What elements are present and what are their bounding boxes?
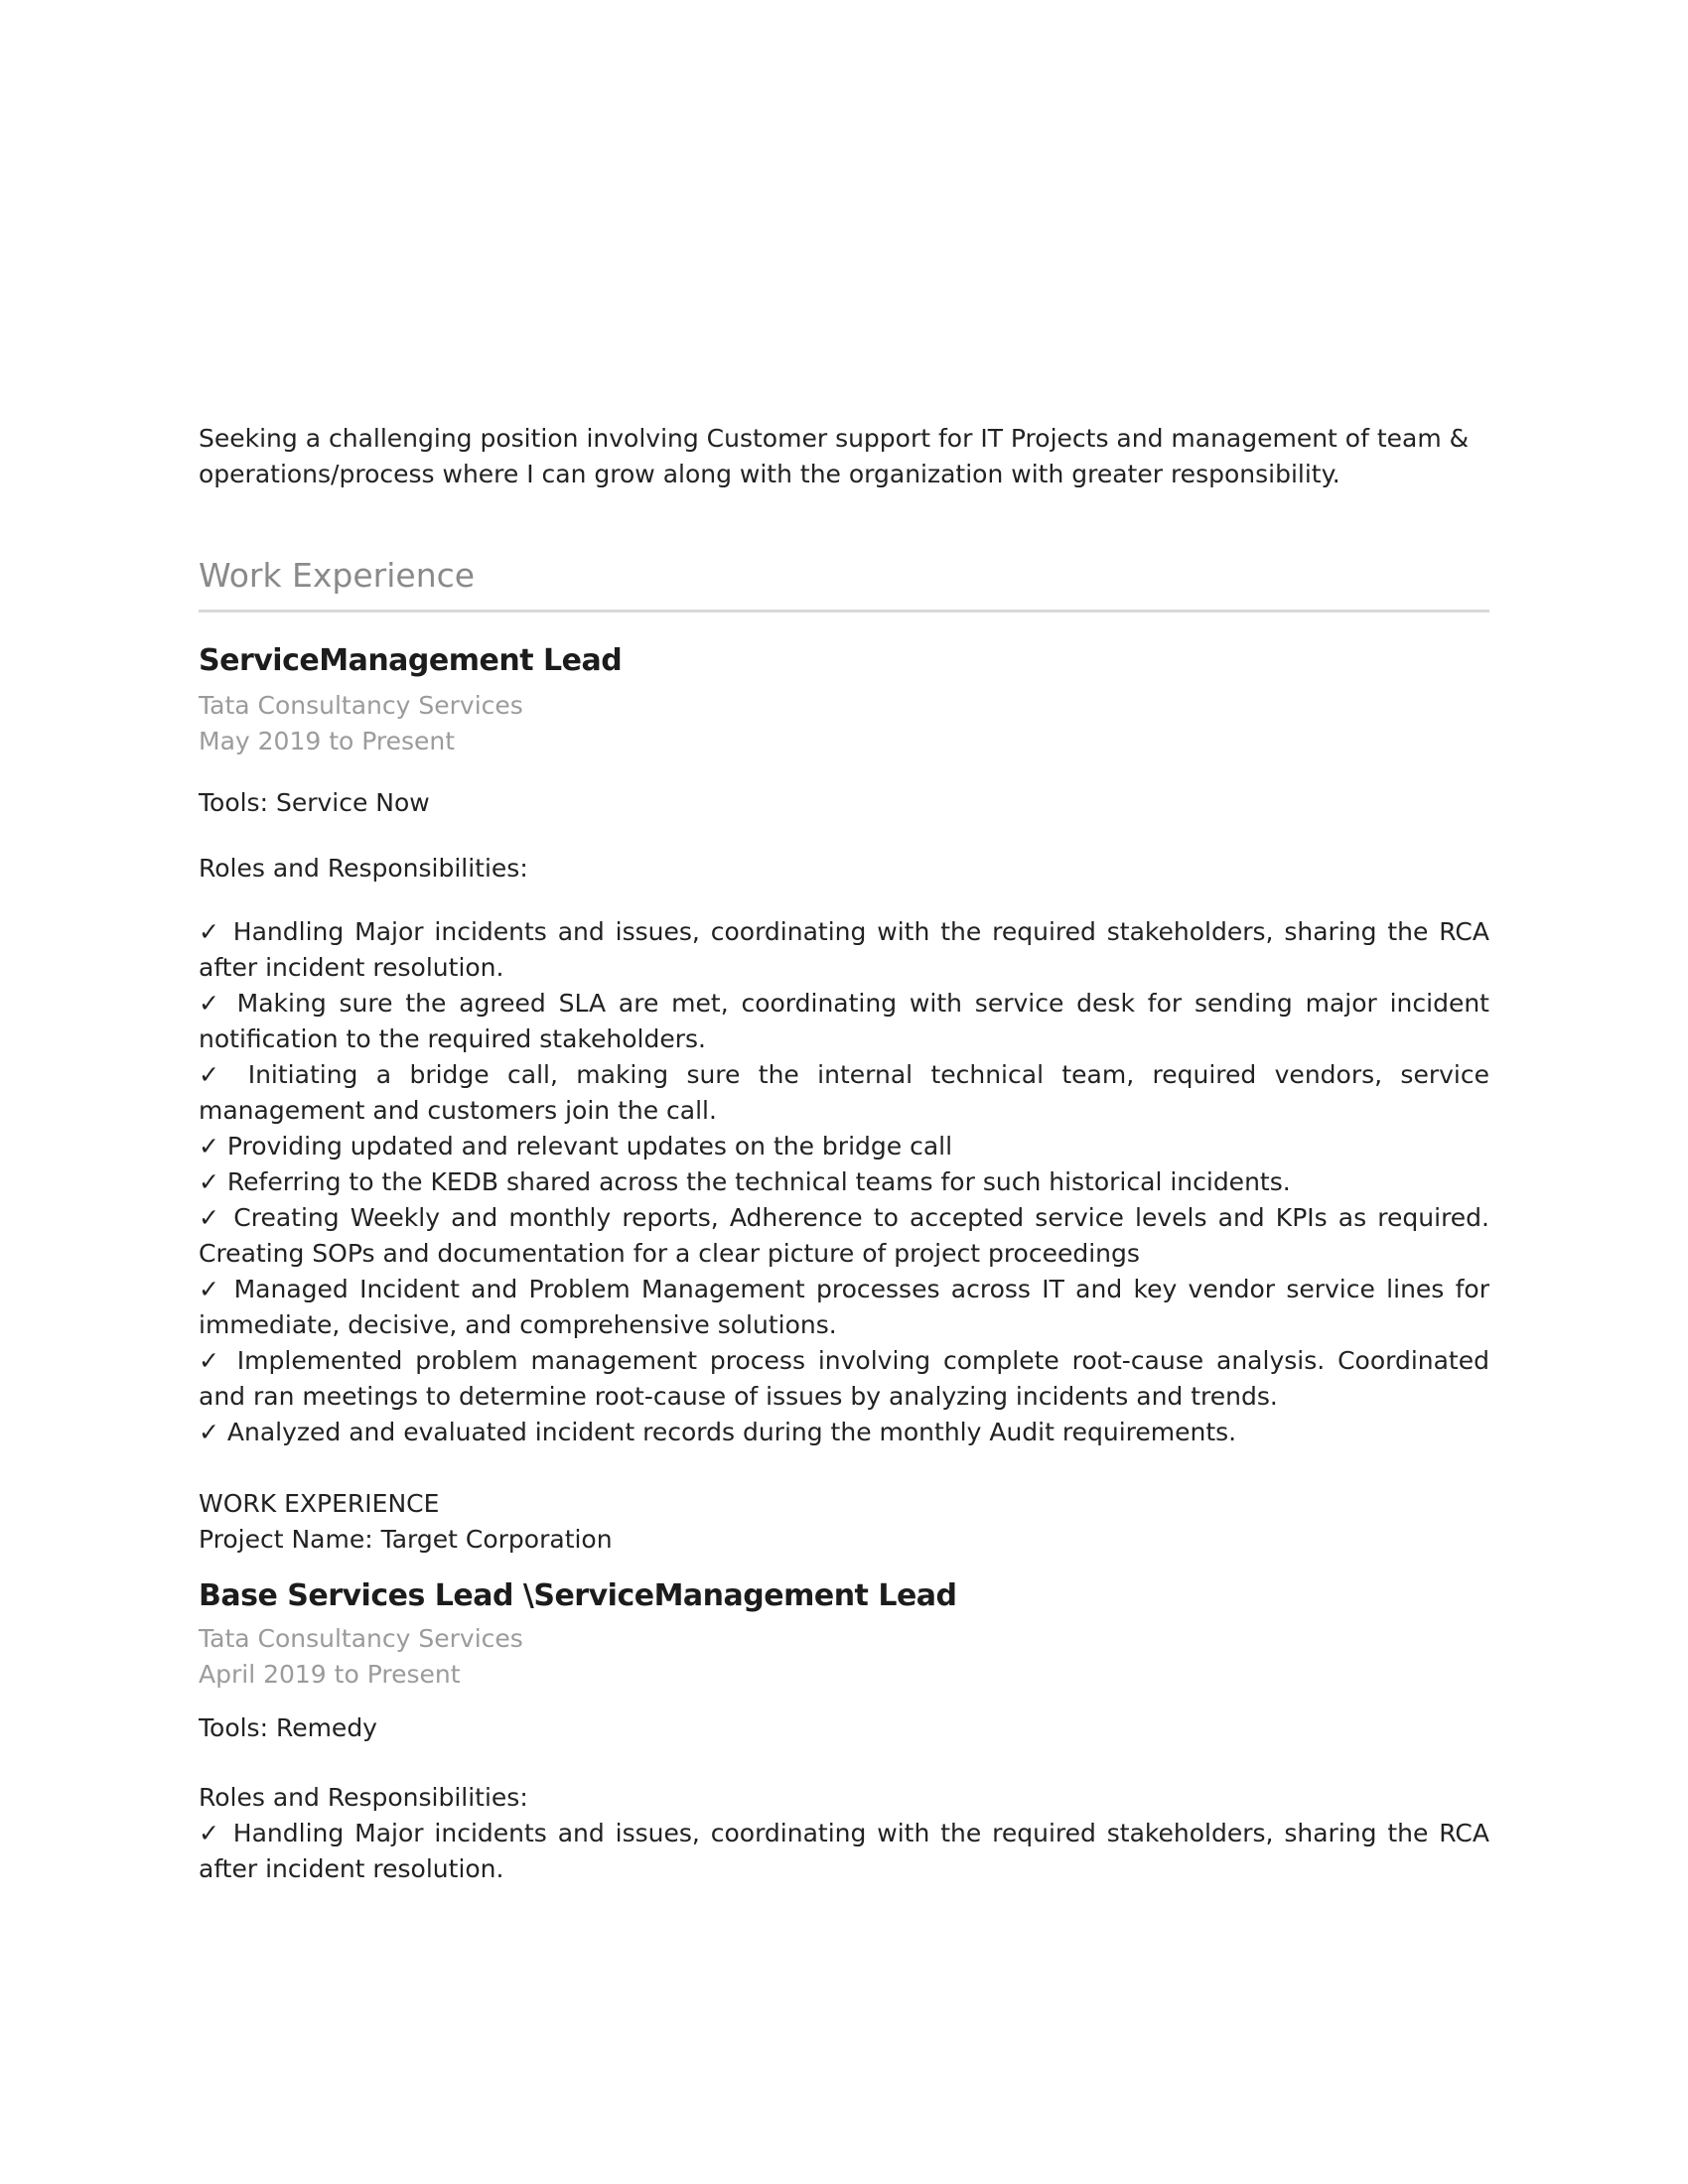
work-experience-section-heading: Work Experience	[199, 556, 1489, 613]
responsibility-item: ✓ Providing updated and relevant updates on the bridge call	[199, 1132, 953, 1160]
responsibility-list	[199, 1816, 1489, 1887]
objective-text: Seeking a challenging position involving Customer support for IT Projects and management of team & operations/process where I can grow along with the organization with greater responsibility.	[199, 424, 1470, 488]
responsibility-item: ✓ Referring to the KEDB shared across the technical teams for such historical incidents.	[199, 1167, 1291, 1196]
job-entry-1	[199, 642, 1489, 1450]
job-dates: April 2019 to Present	[199, 1660, 461, 1689]
resume-page	[199, 0, 1489, 1887]
responsibility-list	[199, 914, 1489, 1450]
responsibility-item: ✓ Analyzed and evaluated incident records during the monthly Audit requirements.	[199, 1418, 1237, 1446]
project-name: Project Name: Target Corporation	[199, 1525, 613, 1554]
tools-line: Tools: Remedy	[199, 1713, 377, 1742]
job-title: ServiceManagement Lead	[199, 643, 623, 678]
job-entry-2	[199, 1486, 1489, 1887]
responsibility-item: ✓ Handling Major incidents and issues, coordinating with the required stakeholders, sharing the RCA after incident resolution.	[199, 917, 1489, 982]
roles-responsibilities-label: Roles and Responsibilities:	[199, 854, 528, 883]
company-name: Tata Consultancy Services	[199, 691, 523, 720]
responsibility-item: ✓ Implemented problem management process involving complete root-cause analysis. Coordinated and ran meetings to determine root-cause of issues by analyzing incidents and trends.	[199, 1346, 1489, 1411]
responsibility-item: ✓ Managed Incident and Problem Management processes across IT and key vendor service lines for immediate, decisive, and comprehensive solutions.	[199, 1275, 1489, 1339]
responsibility-item: ✓ Making sure the agreed SLA are met, coordinating with service desk for sending major incident notification to the required stakeholders.	[199, 989, 1489, 1053]
work-experience-label: WORK EXPERIENCE	[199, 1489, 440, 1518]
company-name: Tata Consultancy Services	[199, 1624, 523, 1653]
responsibility-item: ✓ Creating Weekly and monthly reports, Adherence to accepted service levels and KPIs as required. Creating SOPs and documentation for a clear picture of project proceedings	[199, 1203, 1489, 1268]
job-title: Base Services Lead \ServiceManagement Lead	[199, 1578, 957, 1613]
job-dates: May 2019 to Present	[199, 727, 456, 755]
roles-responsibilities-label: Roles and Responsibilities:	[199, 1783, 528, 1812]
responsibility-item: ✓ Initiating a bridge call, making sure the internal technical team, required vendors, service management and customers join the call.	[199, 1060, 1489, 1125]
tools-line: Tools: Service Now	[199, 788, 430, 817]
responsibility-item: ✓ Handling Major incidents and issues, coordinating with the required stakeholders, sharing the RCA after incident resolution.	[199, 1819, 1489, 1883]
